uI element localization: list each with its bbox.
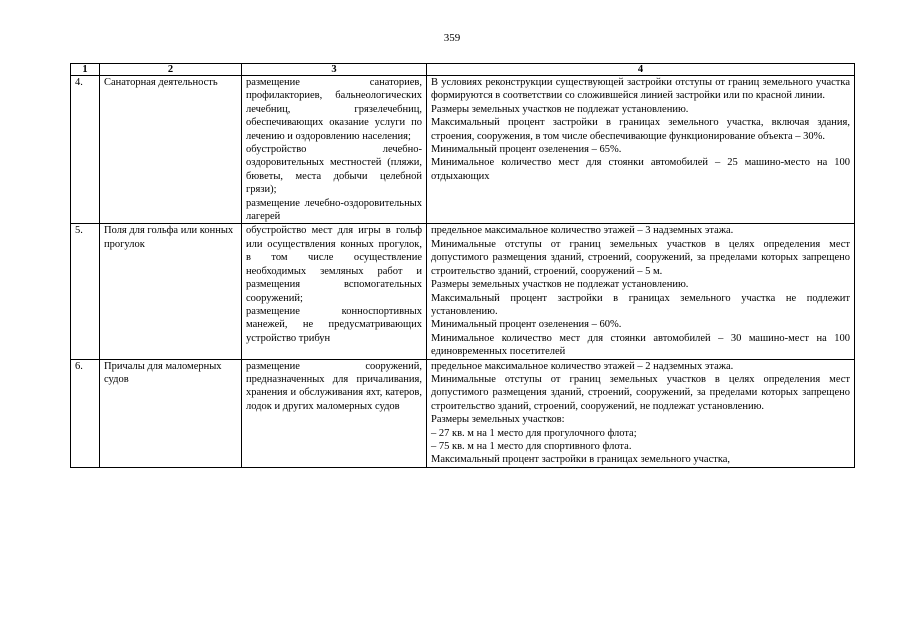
param-list-item: – 27 кв. м на 1 место для прогулочного флота; <box>431 427 637 439</box>
use-item: обустройство мест для игры в гольф или осуществления конных прогулок, в том числе осуществление необходимых земляных работ и размещения вспомогательных сооружений; <box>246 225 422 304</box>
row-number: 5. <box>71 224 100 359</box>
param-item: предельное максимальное количество этажей – 2 надземных этажа. <box>431 360 734 372</box>
table-row <box>71 359 855 467</box>
table-header-row <box>71 64 855 76</box>
param-item: Минимальное количество мест для стоянки автомобилей – 25 машино-место на 100 отдыхающих <box>431 157 850 182</box>
param-item: Максимальный процент застройки в границах земельного участка, <box>431 454 731 466</box>
header-col-4: 4 <box>427 64 855 76</box>
table-row <box>71 224 855 359</box>
use-type-name: Санаторная деятельность <box>100 76 242 224</box>
use-type-name: Причалы для маломерных судов <box>100 359 242 467</box>
param-item: Минимальные отступы от границ земельных участков в целях определения мест допустимого размещения зданий, строений, сооружений, за пределами которых запрещено строительство зданий, строений, сооружений, не подлежат установлению. <box>431 373 850 412</box>
param-item: Размеры земельных участков: <box>431 414 565 426</box>
param-item: Минимальные отступы от границ земельных участков в целях определения мест допустимого размещения зданий, строений, сооружений, за пределами которых запрещено строительство зданий, строений, сооружений – 5 м. <box>431 238 850 277</box>
row-number: 4. <box>71 76 100 224</box>
use-item: размещение лечебно-оздоровительных лагерей <box>246 197 422 223</box>
parameters-cell <box>427 224 855 359</box>
table-row <box>71 76 855 224</box>
page-number: 359 <box>443 32 461 44</box>
param-list-item: – 75 кв. м на 1 место для спортивного флота. <box>431 440 632 452</box>
permitted-uses-cell <box>242 224 427 359</box>
parameters-cell <box>427 76 855 224</box>
use-item: размещение санаториев, профилакториев, бальнеологических лечебниц, грязелечебниц, обеспечивающих оказание услуги по лечению и оздоровлению населения; <box>246 77 422 142</box>
permitted-uses-cell <box>242 76 427 224</box>
param-item: В условиях реконструкции существующей застройки отступы от границ земельного участка формируются в соответствии со сложившейся линией застройки или по красной линии. <box>431 77 850 102</box>
row-number: 6. <box>71 359 100 467</box>
header-col-3: 3 <box>242 64 427 76</box>
parameters-cell <box>427 359 855 467</box>
regulations-table <box>70 63 855 468</box>
param-item: Минимальный процент озеленения – 60%. <box>431 319 622 331</box>
permitted-uses-cell <box>242 359 427 467</box>
param-item: Размеры земельных участков не подлежат установлению. <box>431 279 689 291</box>
header-col-1: 1 <box>71 64 100 76</box>
use-item: размещение конноспортивных манежей, не предусматривающих устройство трибун <box>246 305 422 344</box>
param-item: предельное максимальное количество этажей – 3 надземных этажа. <box>431 225 734 237</box>
param-item: Размеры земельных участков не подлежат установлению. <box>431 103 689 115</box>
use-item: размещение сооружений, предназначенных для причаливания, хранения и обслуживания яхт, катеров, лодок и других маломерных судов <box>246 360 422 412</box>
header-col-2: 2 <box>100 64 242 76</box>
param-item: Минимальный процент озеленения – 65%. <box>431 144 622 156</box>
use-item: обустройство лечебно-оздоровительных местностей (пляжи, бюветы, места добычи целебной грязи); <box>246 144 422 196</box>
param-item: Максимальный процент застройки в границах земельного участка, включая здания, строения, сооружения, в том числе обеспечивающие функционирование объекта – 30%. <box>431 117 850 142</box>
param-item: Минимальное количество мест для стоянки автомобилей – 30 машино-мест на 100 единовременных посетителей <box>431 332 850 358</box>
param-item: Максимальный процент застройки в границах земельного участка не подлежит установлению. <box>431 292 850 317</box>
use-type-name: Поля для гольфа или конных прогулок <box>100 224 242 359</box>
